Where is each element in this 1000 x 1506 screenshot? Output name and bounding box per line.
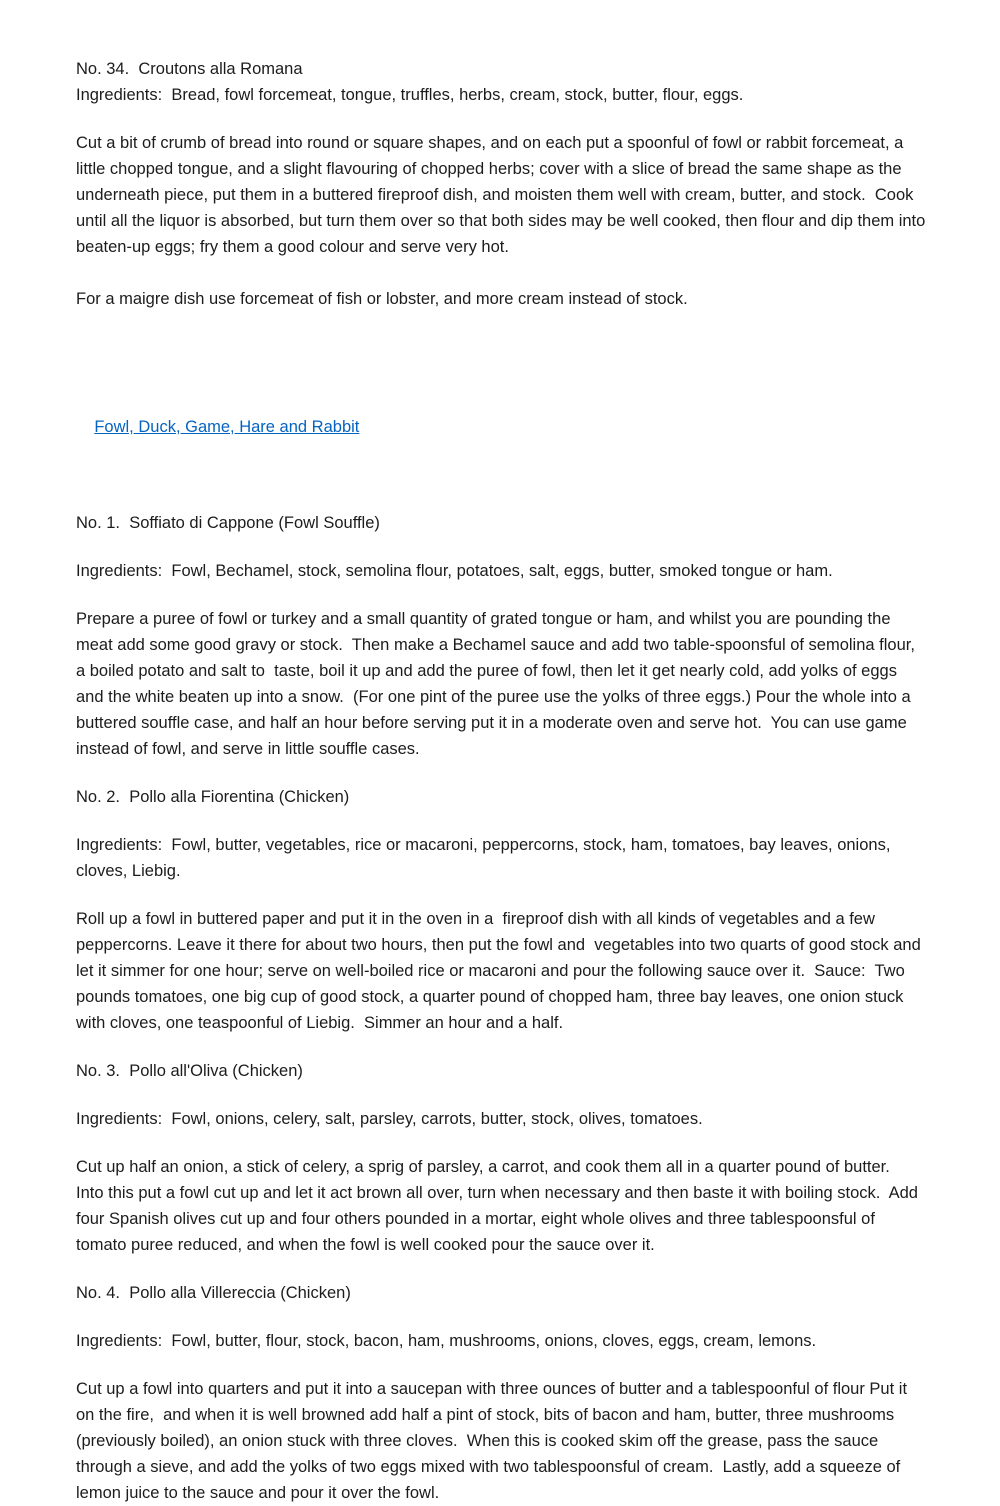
recipe-no-2 <box>76 784 926 1036</box>
recipe-method: Cut a bit of crumb of bread into round or square shapes, and on each put a spoonful of fowl or rabbit forcemeat, a little chopped tongue, and a slight flavouring of chopped herbs; cover with a slice of bread the same shape as the underneath piece, put them in a buttered fireproof dish, and moisten them well with cream, butter, and stock. Cook until all the liquor is absorbed, but turn them over so that both sides may be well cooked, then flour and dip them into beaten-up eggs; fry them a good colour and serve very hot. <box>76 134 930 256</box>
recipe-method: Roll up a fowl in buttered paper and put it in the oven in a fireproof dish with all kinds of vegetables and a few peppercorns. Leave it there for about two hours, then put the fowl and vegetables into two quarts of good stock and let it simmer for one hour; serve on well-boiled rice or macaroni and pour the following sauce over it. Sauce: Two pounds tomatoes, one big cup of good stock, a quarter pound of chopped ham, three bay leaves, one onion stuck with cloves, one teaspoonful of Liebig. Simmer an hour and a half. <box>76 910 926 1032</box>
recipe-title: No. 3. Pollo all'Oliva (Chicken) <box>76 1062 303 1080</box>
recipe-title: No. 34. Croutons alla Romana <box>76 60 303 78</box>
recipe-no-4 <box>76 1280 926 1506</box>
recipe-ingredients: Ingredients: Fowl, Bechamel, stock, semolina flour, potatoes, salt, eggs, butter, smoked tongue or ham. <box>76 562 833 580</box>
recipe-method: Cut up half an onion, a stick of celery, a sprig of parsley, a carrot, and cook them all in a quarter pound of butter. Into this put a fowl cut up and let it act brown all over, turn when necessary and then baste it with boiling stock. Add four Spanish olives cut up and four others pounded in a mortar, eight whole olives and three tablespoonsful of tomato puree reduced, and when the fowl is well cooked pour the sauce over it. <box>76 1158 923 1254</box>
recipe-ingredients: Ingredients: Fowl, onions, celery, salt, parsley, carrots, butter, stock, olives, tomatoes. <box>76 1110 703 1128</box>
recipe-note: For a maigre dish use forcemeat of fish or lobster, and more cream instead of stock. <box>76 290 688 308</box>
recipe-no-1 <box>76 510 926 762</box>
recipe-title: No. 1. Soffiato di Cappone (Fowl Souffle) <box>76 514 380 532</box>
recipe-ingredients: Ingredients: Fowl, butter, vegetables, rice or macaroni, peppercorns, stock, ham, tomatoes, bay leaves, onions, cloves, Liebig. <box>76 836 896 880</box>
recipe-no-34 <box>76 56 930 312</box>
recipe-title: No. 2. Pollo alla Fiorentina (Chicken) <box>76 788 350 806</box>
recipe-method: Cut up a fowl into quarters and put it into a saucepan with three ounces of butter and a tablespoonful of flour Put it on the fire, and when it is well browned add half a pint of stock, bits of bacon and ham, butter, three mushrooms (previously boiled), an onion stuck with three cloves. When this is cooked skim off the grease, pass the sauce through a sieve, and add the yolks of two eggs mixed with two tablespoonsful of cream. Lastly, add a squeeze of lemon juice to the sauce and pour it over the fowl. <box>76 1380 912 1502</box>
section-link-fowl-duck-game-hare-rabbit[interactable]: Fowl, Duck, Game, Hare and Rabbit <box>94 418 360 436</box>
recipe-ingredients: Ingredients: Bread, fowl forcemeat, tongue, truffles, herbs, cream, stock, butter, flour, eggs. <box>76 86 744 104</box>
recipe-method: Prepare a puree of fowl or turkey and a small quantity of grated tongue or ham, and whilst you are pounding the meat add some good gravy or stock. Then make a Bechamel sauce and add two table-spoonsful of semolina flour, a boiled potato and salt to taste, boil it up and add the puree of fowl, then let it get nearly cold, add yolks of eggs and the white beaten up into a snow. (For one pint of the puree use the yolks of three eggs.) Pour the whole into a buttered souffle case, and half an hour before serving put it in a moderate oven and serve hot. You can use game instead of fowl, and serve in little souffle cases. <box>76 610 920 758</box>
recipe-ingredients: Ingredients: Fowl, butter, flour, stock, bacon, ham, mushrooms, onions, cloves, eggs, cream, lemons. <box>76 1332 817 1350</box>
section-heading <box>76 388 926 466</box>
recipe-no-3 <box>76 1058 926 1258</box>
recipe-title: No. 4. Pollo alla Villereccia (Chicken) <box>76 1284 351 1302</box>
